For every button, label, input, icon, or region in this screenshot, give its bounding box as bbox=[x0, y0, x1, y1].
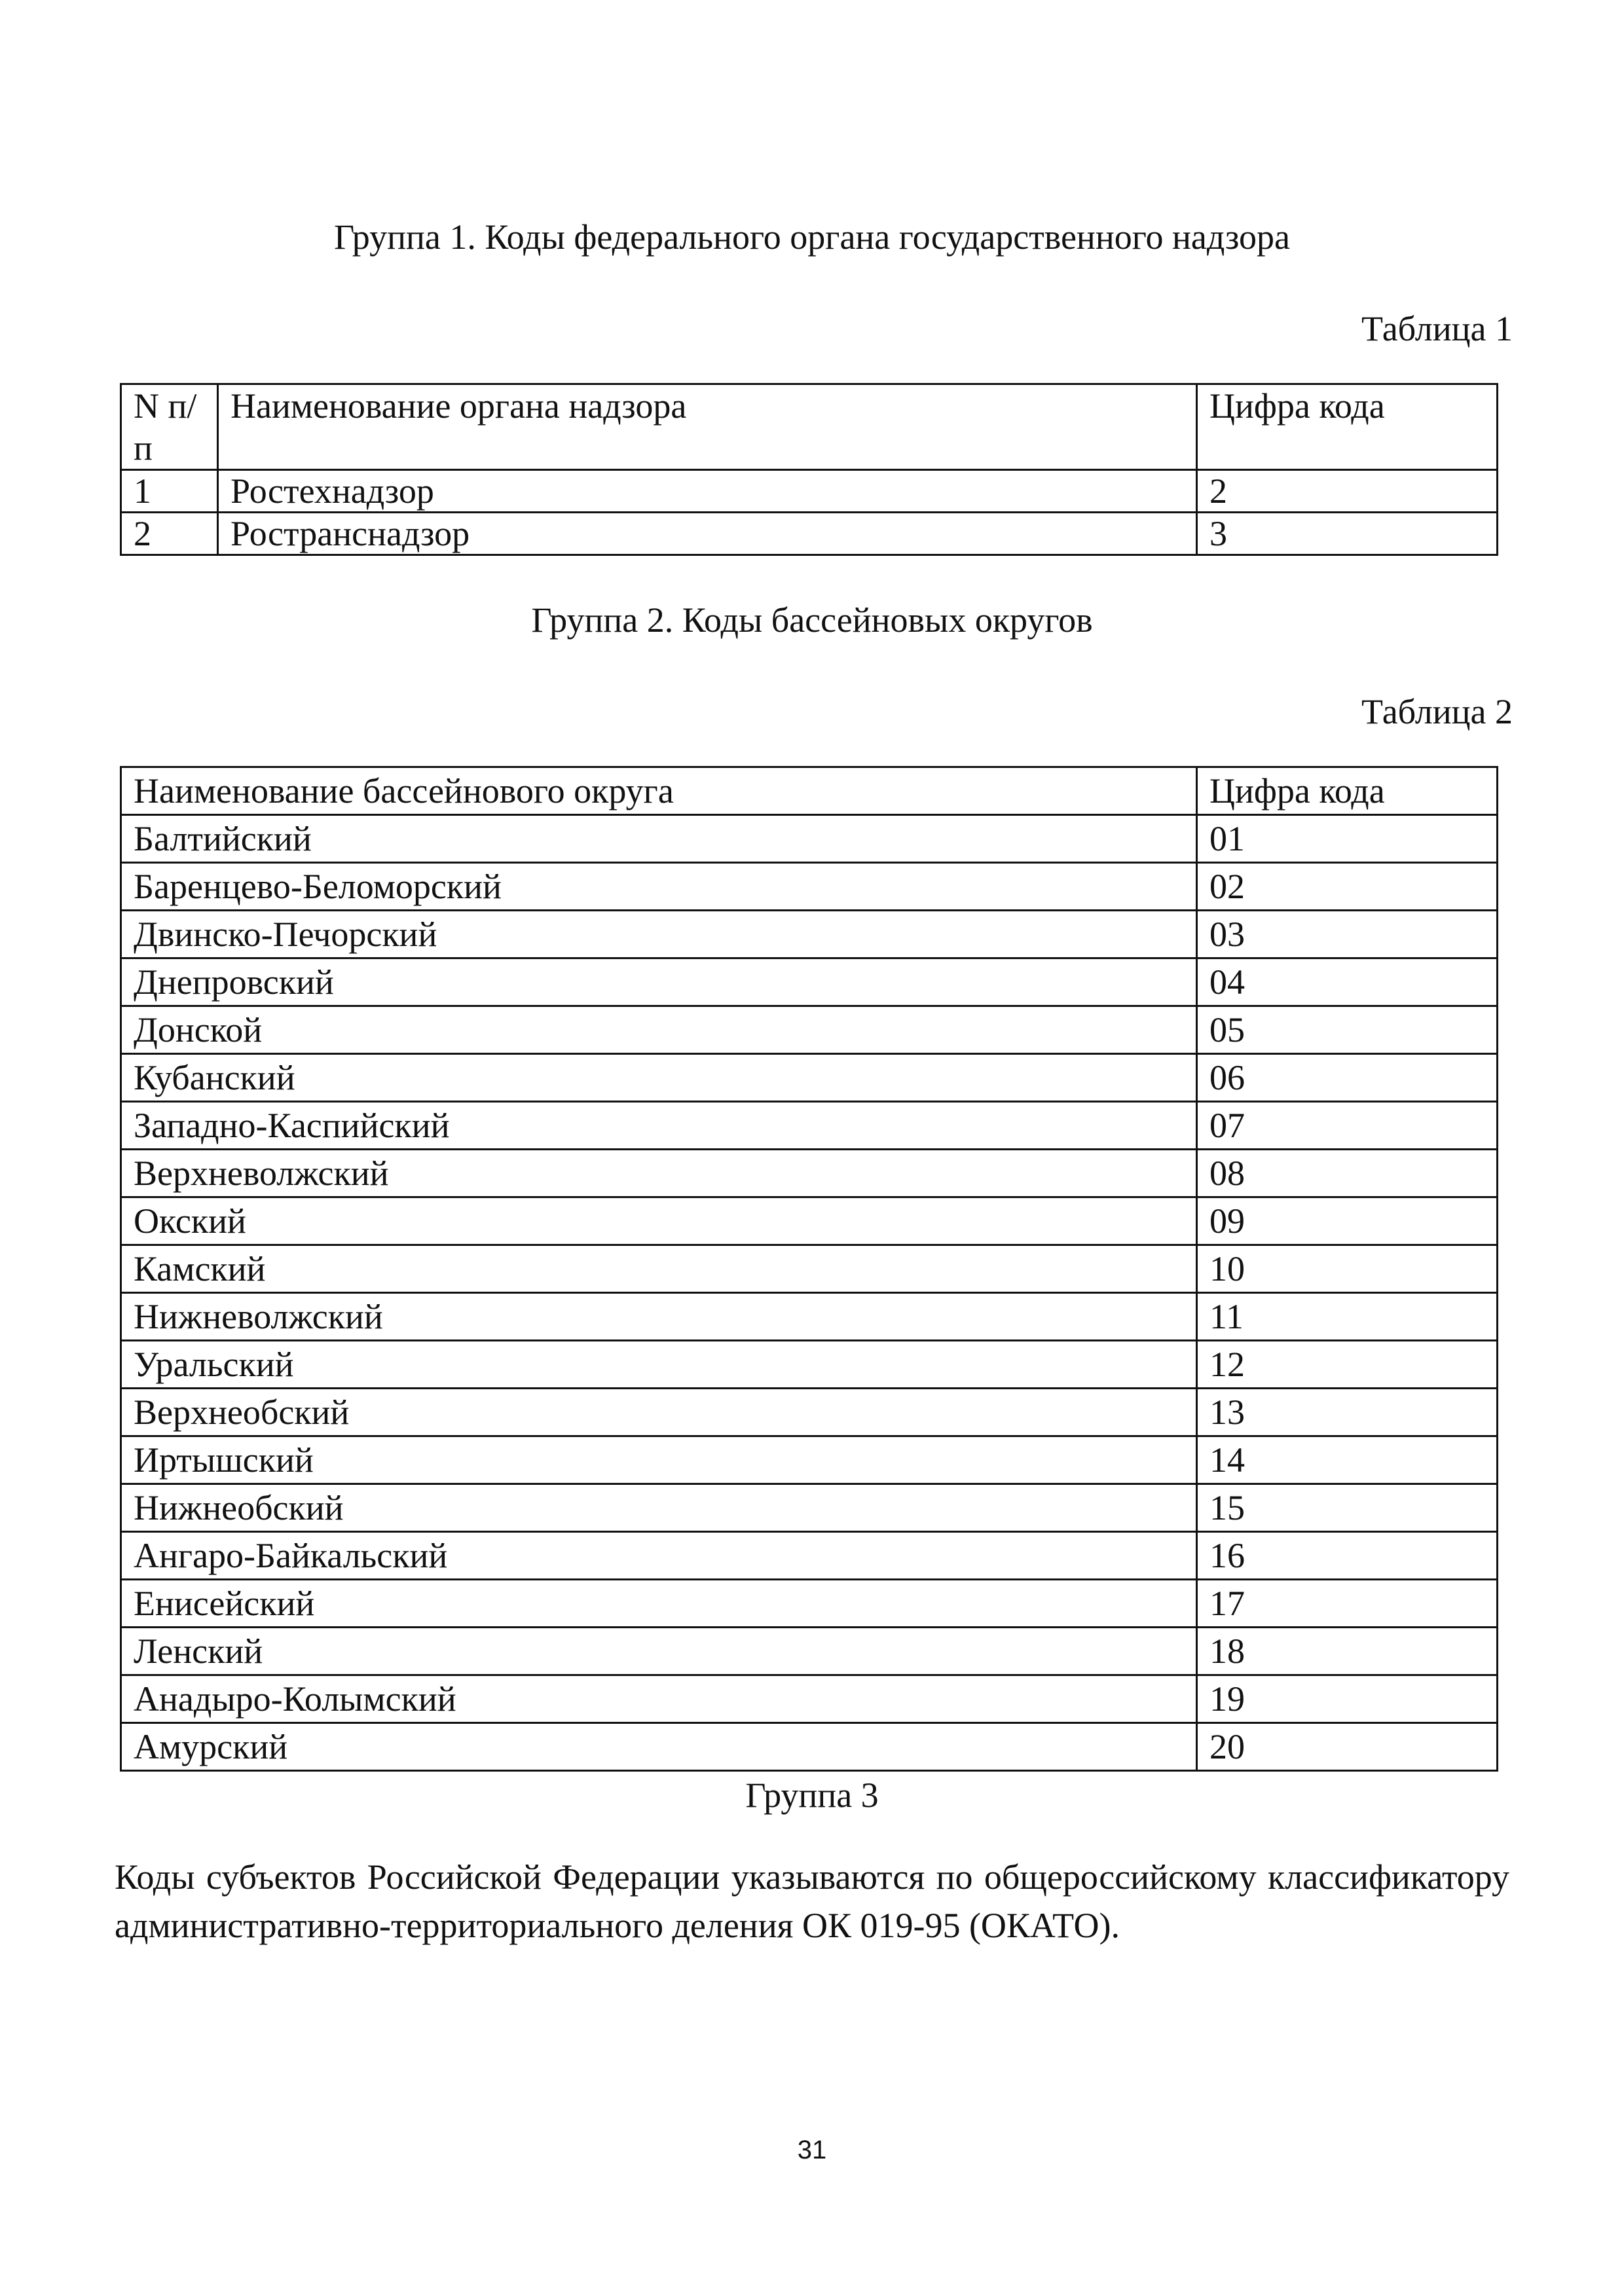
basin-code: 07 bbox=[1197, 1102, 1498, 1150]
basin-code: 16 bbox=[1197, 1532, 1498, 1580]
basin-name: Анадыро-Колымский bbox=[121, 1675, 1197, 1723]
page-number: 31 bbox=[797, 2136, 827, 2164]
group3-paragraph: Коды субъектов Российской Федерации указываются по общероссийскому классификатору административно-территориального деления ОК 019-95 (ОКАТО). bbox=[115, 1857, 1509, 1945]
table-row bbox=[121, 1389, 1498, 1436]
basin-name: Западно-Каспийский bbox=[121, 1102, 1197, 1150]
table-row bbox=[121, 1484, 1498, 1532]
table-row bbox=[121, 1245, 1498, 1293]
basin-name: Днепровский bbox=[121, 958, 1197, 1006]
table-row bbox=[121, 1675, 1498, 1723]
table-row bbox=[121, 1102, 1498, 1150]
basin-name: Окский bbox=[121, 1197, 1197, 1245]
table1-header-name: Наименование органа надзора bbox=[218, 384, 1197, 470]
table-row bbox=[121, 911, 1498, 958]
basin-district-table bbox=[120, 766, 1498, 1772]
table2-header-row bbox=[121, 767, 1498, 815]
table-row bbox=[121, 1532, 1498, 1580]
basin-code: 11 bbox=[1197, 1293, 1498, 1341]
basin-name: Енисейский bbox=[121, 1580, 1197, 1628]
basin-code: 20 bbox=[1197, 1723, 1498, 1771]
basin-name: Верхневолжский bbox=[121, 1150, 1197, 1197]
basin-code: 01 bbox=[1197, 815, 1498, 863]
table-row bbox=[121, 1436, 1498, 1484]
basin-code: 02 bbox=[1197, 863, 1498, 911]
basin-code: 17 bbox=[1197, 1580, 1498, 1628]
group1-heading: Группа 1. Коды федерального органа государственного надзора bbox=[333, 217, 1291, 257]
basin-name: Нижневолжский bbox=[121, 1293, 1197, 1341]
table1-cell-code: 3 bbox=[1197, 513, 1498, 555]
group3-heading: Группа 3 bbox=[745, 1776, 879, 1815]
supervision-body-table bbox=[120, 383, 1498, 556]
table1-header-code: Цифра кода bbox=[1197, 384, 1498, 470]
table-row bbox=[121, 1197, 1498, 1245]
basin-name: Балтийский bbox=[121, 815, 1197, 863]
basin-name: Амурский bbox=[121, 1723, 1197, 1771]
basin-name: Верхнеобский bbox=[121, 1389, 1197, 1436]
table1-cell-num: 1 bbox=[121, 470, 218, 513]
basin-code: 12 bbox=[1197, 1341, 1498, 1389]
table-row bbox=[121, 1150, 1498, 1197]
basin-code: 14 bbox=[1197, 1436, 1498, 1484]
basin-code: 04 bbox=[1197, 958, 1498, 1006]
table-row bbox=[121, 1293, 1498, 1341]
table1-label: Таблица 1 bbox=[1361, 309, 1513, 348]
basin-name: Ангаро-Байкальский bbox=[121, 1532, 1197, 1580]
table-row bbox=[121, 513, 1498, 555]
basin-code: 08 bbox=[1197, 1150, 1498, 1197]
basin-name: Иртышский bbox=[121, 1436, 1197, 1484]
basin-name: Кубанский bbox=[121, 1054, 1197, 1102]
basin-name: Камский bbox=[121, 1245, 1197, 1293]
table2-header-name: Наименование бассейнового округа bbox=[121, 767, 1197, 815]
basin-code: 18 bbox=[1197, 1628, 1498, 1675]
basin-name: Донской bbox=[121, 1006, 1197, 1054]
basin-name: Ленский bbox=[121, 1628, 1197, 1675]
basin-code: 09 bbox=[1197, 1197, 1498, 1245]
table-row bbox=[121, 1628, 1498, 1675]
table-row bbox=[121, 1341, 1498, 1389]
basin-name: Уральский bbox=[121, 1341, 1197, 1389]
table-row bbox=[121, 1054, 1498, 1102]
basin-code: 06 bbox=[1197, 1054, 1498, 1102]
table2-label: Таблица 2 bbox=[1361, 692, 1513, 731]
table1-cell-name: Ростехнадзор bbox=[218, 470, 1197, 513]
table-row bbox=[121, 863, 1498, 911]
basin-name: Баренцево-Беломорский bbox=[121, 863, 1197, 911]
table1-cell-name: Ространснадзор bbox=[218, 513, 1197, 555]
table-row bbox=[121, 958, 1498, 1006]
table2-header-code: Цифра кода bbox=[1197, 767, 1498, 815]
table1-header-row bbox=[121, 384, 1498, 470]
table-row bbox=[121, 1580, 1498, 1628]
table1-header-num: N п/п bbox=[121, 384, 218, 470]
basin-code: 19 bbox=[1197, 1675, 1498, 1723]
table-row bbox=[121, 470, 1498, 513]
table1-cell-num: 2 bbox=[121, 513, 218, 555]
basin-code: 13 bbox=[1197, 1389, 1498, 1436]
table-row bbox=[121, 1006, 1498, 1054]
basin-code: 03 bbox=[1197, 911, 1498, 958]
group2-heading: Группа 2. Коды бассейновых округов bbox=[531, 600, 1093, 640]
basin-code: 15 bbox=[1197, 1484, 1498, 1532]
basin-code: 10 bbox=[1197, 1245, 1498, 1293]
basin-name: Двинско-Печорский bbox=[121, 911, 1197, 958]
table-row bbox=[121, 815, 1498, 863]
basin-name: Нижнеобский bbox=[121, 1484, 1197, 1532]
table-row bbox=[121, 1723, 1498, 1771]
table1-cell-code: 2 bbox=[1197, 470, 1498, 513]
basin-code: 05 bbox=[1197, 1006, 1498, 1054]
